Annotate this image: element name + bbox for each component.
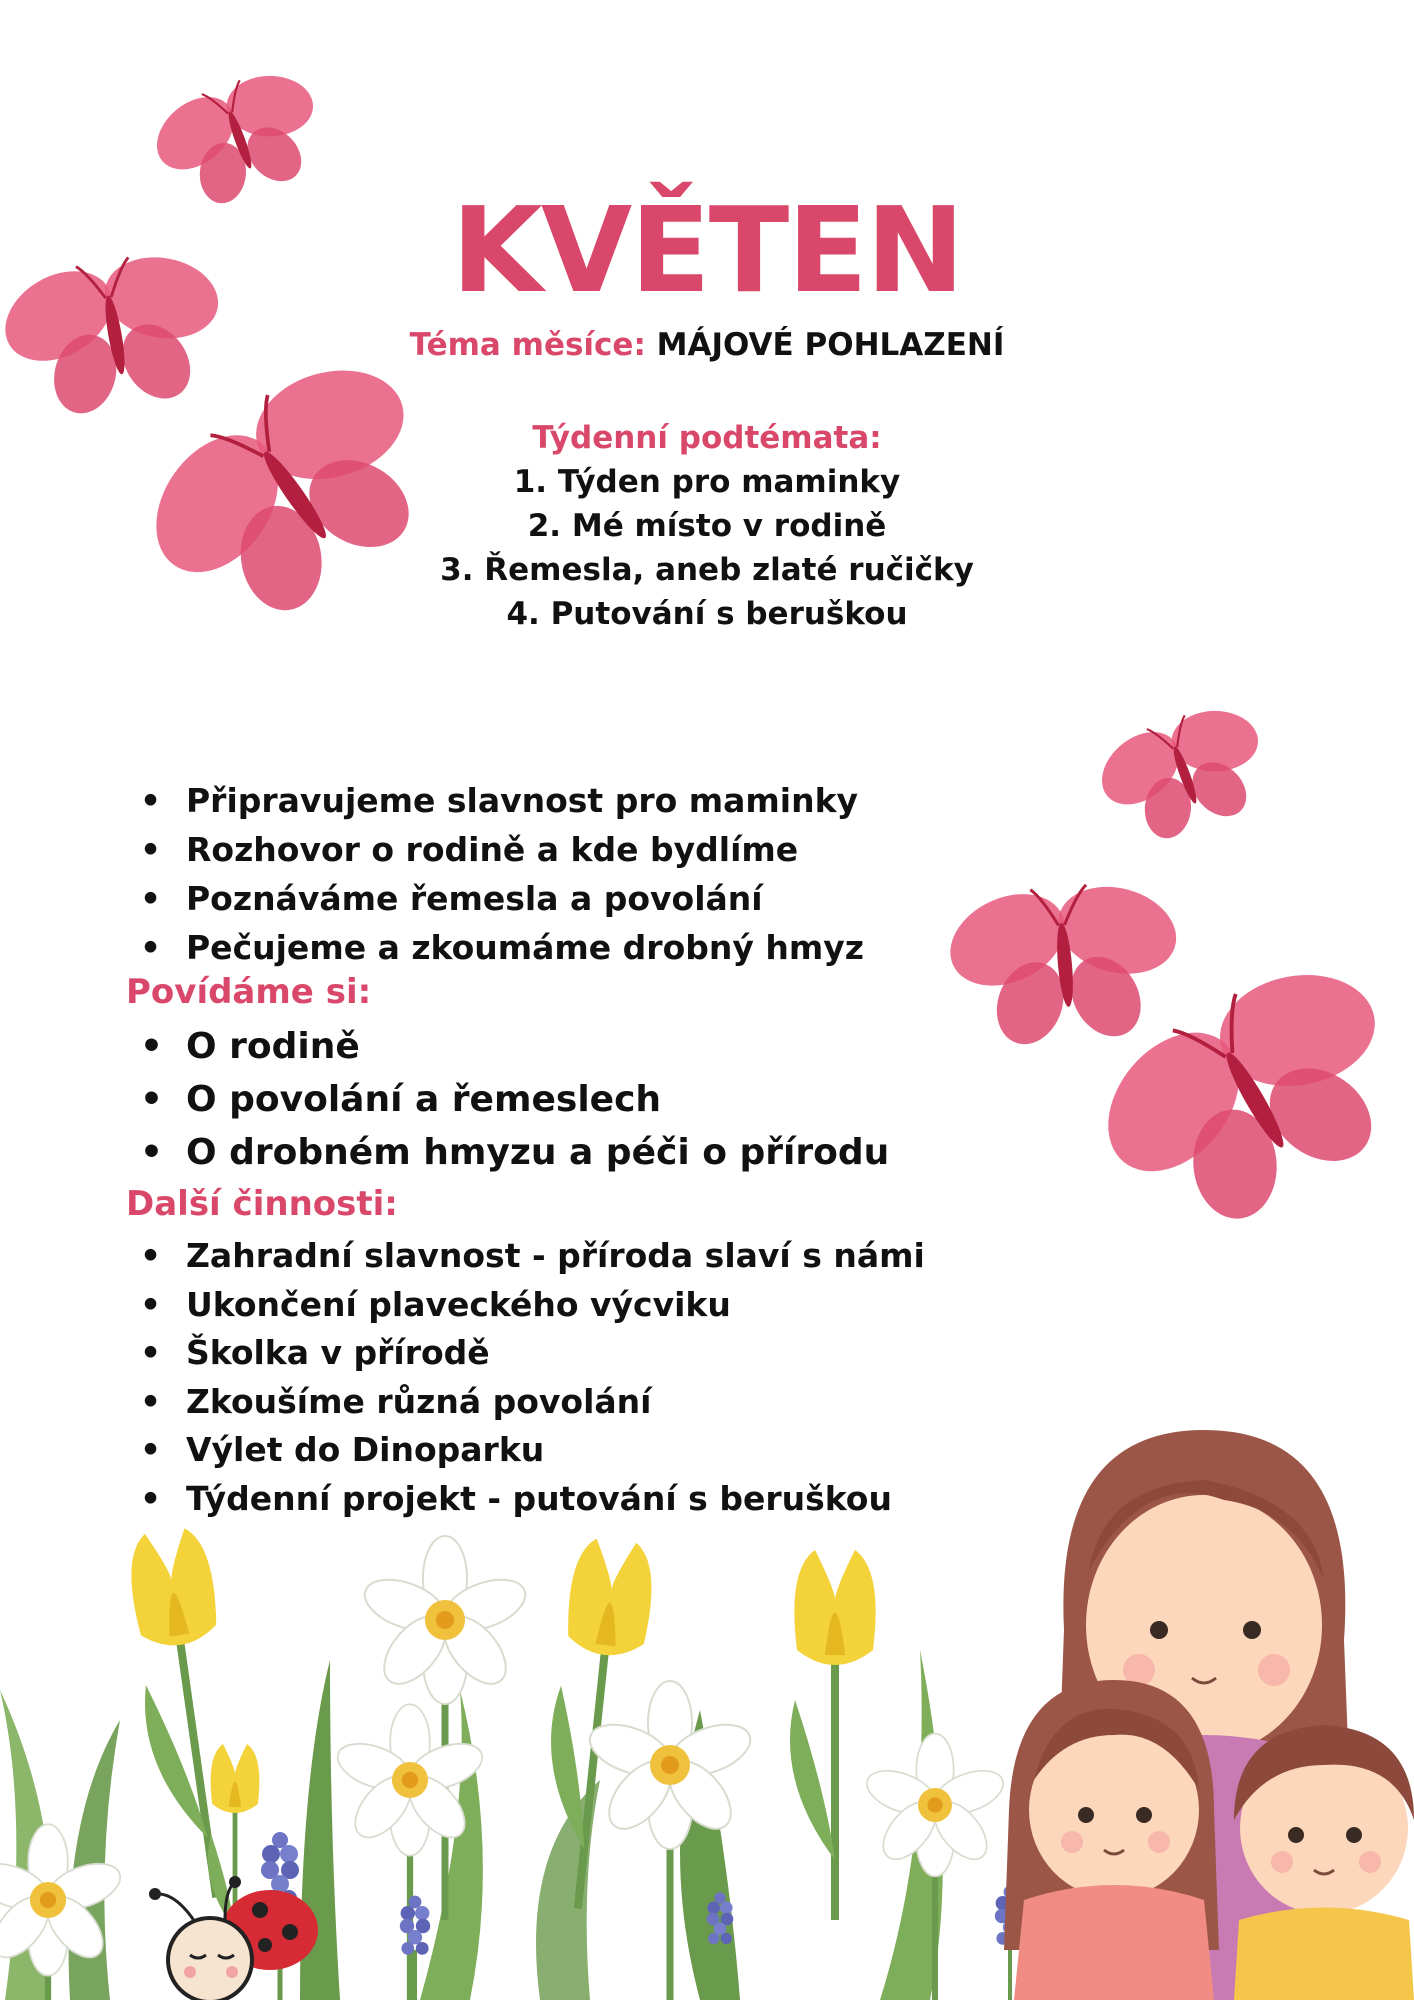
weekly-item: 2. Mé místo v rodině (527, 508, 887, 544)
activities-list (140, 776, 864, 972)
list-item: • O drobném hmyzu a péči o přírodu (140, 1126, 889, 1179)
weekly-heading: Týdenní podtémata: (532, 420, 882, 456)
list-item: • Zkoušíme různá povolání (140, 1378, 925, 1427)
butterfly-group-right (940, 680, 1414, 1240)
list-item: • Pečujeme a zkoumáme drobný hmyz (140, 923, 864, 972)
list-item: • Týdenní projekt - putování s beruškou (140, 1475, 925, 1524)
list-item: • Rozhovor o rodině a kde bydlíme (140, 825, 864, 874)
theme-value: MÁJOVÉ POHLAZENÍ (656, 327, 1005, 363)
list-item: • O povolání a řemeslech (140, 1073, 889, 1126)
weekly-item: 4. Putování s beruškou (506, 596, 908, 632)
list-item: • O rodině (140, 1020, 889, 1073)
mother-with-children-illustration (994, 1430, 1414, 2000)
talk-heading: Povídáme si: (126, 972, 372, 1012)
butterfly-icon (940, 864, 1198, 1062)
daffodil-icon (358, 1536, 532, 1920)
theme-line (0, 325, 1414, 365)
daffodil-icon (861, 1734, 1009, 2000)
butterfly-icon (1078, 683, 1292, 864)
talk-list (140, 1020, 889, 1179)
theme-label: Téma měsíce: (409, 327, 646, 363)
tulip-icon (790, 1550, 876, 1920)
weekly-list (0, 460, 1414, 636)
weekly-item: 3. Řemesla, aneb zlaté ručičky (440, 552, 974, 588)
list-item: • Školka v přírodě (140, 1329, 925, 1378)
other-heading: Další činnosti: (126, 1184, 398, 1224)
list-item: • Výlet do Dinoparku (140, 1426, 925, 1475)
other-list (140, 1232, 925, 1523)
list-item: • Ukončení plaveckého výcviku (140, 1281, 925, 1330)
page-title: KVĚTEN (451, 181, 963, 319)
weekly-item: 1. Týden pro maminky (513, 464, 901, 500)
list-item: • Poznáváme řemesla a povolání (140, 874, 864, 923)
list-item: • Připravujeme slavnost pro maminky (140, 776, 864, 825)
list-item: • Zahradní slavnost - příroda slaví s námi (140, 1232, 925, 1281)
